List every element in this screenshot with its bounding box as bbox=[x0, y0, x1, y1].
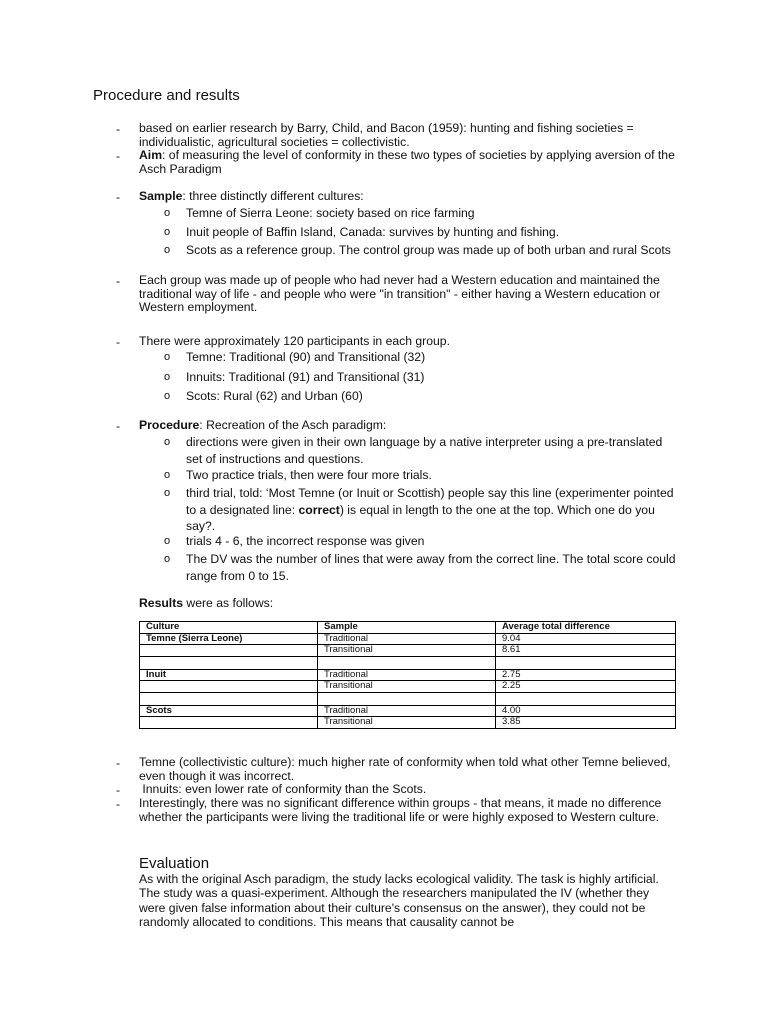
aim-text bbox=[139, 149, 679, 176]
culture-cell bbox=[140, 692, 318, 705]
results-body: were as follows: bbox=[183, 596, 274, 610]
culture-cell bbox=[140, 717, 318, 729]
results-bold: Results bbox=[139, 596, 184, 610]
table-row bbox=[140, 717, 676, 729]
value-cell: 2.25 bbox=[496, 681, 676, 693]
participant-item: Temne: Traditional (90) and Transitional (32) bbox=[186, 350, 426, 364]
bullet-dash: - bbox=[116, 335, 121, 349]
section-heading: Procedure and results bbox=[93, 87, 240, 104]
circle-bullet-icon: o bbox=[164, 226, 171, 238]
background-text: based on earlier research by Barry, Child, and Bacon (1959): hunting and fishing societies = individualistic, agricultural societies = collectivistic. bbox=[139, 121, 634, 149]
procedure-body: : Recreation of the Asch paradigm: bbox=[199, 418, 387, 432]
circle-bullet-icon: o bbox=[164, 371, 171, 383]
aim-body: : of measuring the level of conformity in these two types of societies by applying aversion of the Asch Paradigm bbox=[139, 148, 675, 176]
conclusion-item: Temne (collectivistic culture): much higher rate of conformity when told what other Temne believed, even though it was incorrect. bbox=[139, 755, 671, 783]
culture-cell: Inuit bbox=[140, 669, 318, 681]
value-cell: 3.85 bbox=[496, 717, 676, 729]
circle-bullet-icon: o bbox=[164, 487, 171, 499]
sample-cell bbox=[318, 692, 496, 705]
circle-bullet-icon: o bbox=[164, 553, 171, 565]
sample-cell: Traditional bbox=[318, 669, 496, 681]
bullet-dash: - bbox=[116, 149, 121, 163]
culture-cell: Scots bbox=[140, 705, 318, 717]
culture-cell bbox=[140, 681, 318, 693]
table-header-row bbox=[140, 622, 676, 634]
evaluation-text: As with the original Asch paradigm, the study lacks ecological validity. The task is highly artificial. The study was a quasi-experiment. Although the researchers manipulated the IV (whether they were given false information about their culture's consensus on the answer), they could not be randomly allocated to conditions. This means that causality cannot be bbox=[139, 872, 659, 929]
circle-bullet-icon: o bbox=[164, 469, 171, 481]
header-cell: Culture bbox=[140, 622, 318, 634]
sample-cell: Transitional bbox=[318, 645, 496, 657]
sample-cell: Transitional bbox=[318, 681, 496, 693]
sample-cell: Traditional bbox=[318, 705, 496, 717]
conclusion-item: Interestingly, there was no significant difference within groups - that means, it made no difference whether the participants were living the traditional life or were highly exposed to Western culture. bbox=[139, 796, 662, 824]
table-row bbox=[140, 669, 676, 681]
bullet-dash: - bbox=[116, 122, 121, 136]
culture-cell bbox=[140, 645, 318, 657]
procedure-item: trials 4 - 6, the incorrect response was given bbox=[186, 534, 425, 548]
value-cell: 8.61 bbox=[496, 645, 676, 657]
circle-bullet-icon: o bbox=[164, 351, 171, 363]
circle-bullet-icon: o bbox=[164, 535, 171, 547]
sample-item: Temne of Sierra Leone: society based on rice farming bbox=[186, 206, 475, 220]
results-table bbox=[139, 621, 676, 729]
aim-label: Aim bbox=[139, 148, 163, 162]
procedure-item: The DV was the number of lines that were away from the correct line. The total score could range from 0 to 15. bbox=[186, 552, 676, 583]
value-cell: 4.00 bbox=[496, 705, 676, 717]
participants-text: There were approximately 120 participants in each group. bbox=[139, 334, 450, 348]
bullet-dash: - bbox=[116, 419, 121, 433]
results-label bbox=[139, 596, 273, 610]
sample-cell bbox=[318, 656, 496, 669]
evaluation-heading: Evaluation bbox=[139, 855, 210, 872]
conclusion-item: Innuits: even lower rate of conformity than the Scots. bbox=[139, 782, 427, 796]
bullet-dash: - bbox=[116, 756, 121, 770]
table-row bbox=[140, 656, 676, 669]
table-row bbox=[140, 645, 676, 657]
circle-bullet-icon: o bbox=[164, 390, 171, 402]
bullet-dash: - bbox=[116, 783, 121, 797]
participant-item: Scots: Rural (62) and Urban (60) bbox=[186, 389, 363, 403]
table-row bbox=[140, 633, 676, 645]
value-cell: 9.04 bbox=[496, 633, 676, 645]
table-row bbox=[140, 681, 676, 693]
table-row bbox=[140, 692, 676, 705]
trial-text-bold: correct bbox=[298, 502, 340, 517]
trial-text-b: ) is equal in length to the one at the top. Which one do you say?. bbox=[186, 502, 655, 533]
sample-cell: Traditional bbox=[318, 633, 496, 645]
culture-cell: Temne (Sierra Leone) bbox=[140, 633, 318, 645]
sample-text bbox=[139, 190, 679, 204]
circle-bullet-icon: o bbox=[164, 244, 171, 256]
sample-cell: Transitional bbox=[318, 717, 496, 729]
culture-cell bbox=[140, 656, 318, 669]
groups-text: Each group was made up of people who had never had a Western education and maintained the traditional way of life - and people who were "in transition" - either having a Western education or Western employment. bbox=[139, 273, 661, 315]
bullet-dash: - bbox=[116, 274, 121, 288]
table-row bbox=[140, 705, 676, 717]
circle-bullet-icon: o bbox=[164, 436, 171, 448]
bullet-dash: - bbox=[116, 190, 121, 204]
procedure-item: Two practice trials, then were four more trials. bbox=[186, 468, 432, 482]
procedure-label: Procedure bbox=[139, 418, 200, 432]
procedure-text bbox=[139, 419, 679, 433]
sample-body: : three distinctly different cultures: bbox=[182, 189, 364, 203]
bullet-dash: - bbox=[116, 797, 121, 811]
header-cell: Average total difference bbox=[496, 622, 676, 634]
trial-text-a: third trial, told: ‘Most Temne (or Inuit or Scottish) people say this line (experimenter pointed to a designated line: bbox=[186, 486, 674, 517]
header-cell: Sample bbox=[318, 622, 496, 634]
sample-item: Inuit people of Baffin Island, Canada: survives by hunting and fishing. bbox=[186, 225, 560, 239]
participant-item: Innuits: Traditional (91) and Transitional (31) bbox=[186, 370, 425, 384]
value-cell bbox=[496, 656, 676, 669]
value-cell: 2.75 bbox=[496, 669, 676, 681]
sample-label: Sample bbox=[139, 189, 183, 203]
procedure-item bbox=[186, 485, 680, 535]
circle-bullet-icon: o bbox=[164, 207, 171, 219]
value-cell bbox=[496, 692, 676, 705]
procedure-item: directions were given in their own language by a native interpreter using a pre-translated set of instructions and questions. bbox=[186, 435, 663, 466]
sample-item: Scots as a reference group. The control group was made up of both urban and rural Scots bbox=[186, 243, 671, 257]
